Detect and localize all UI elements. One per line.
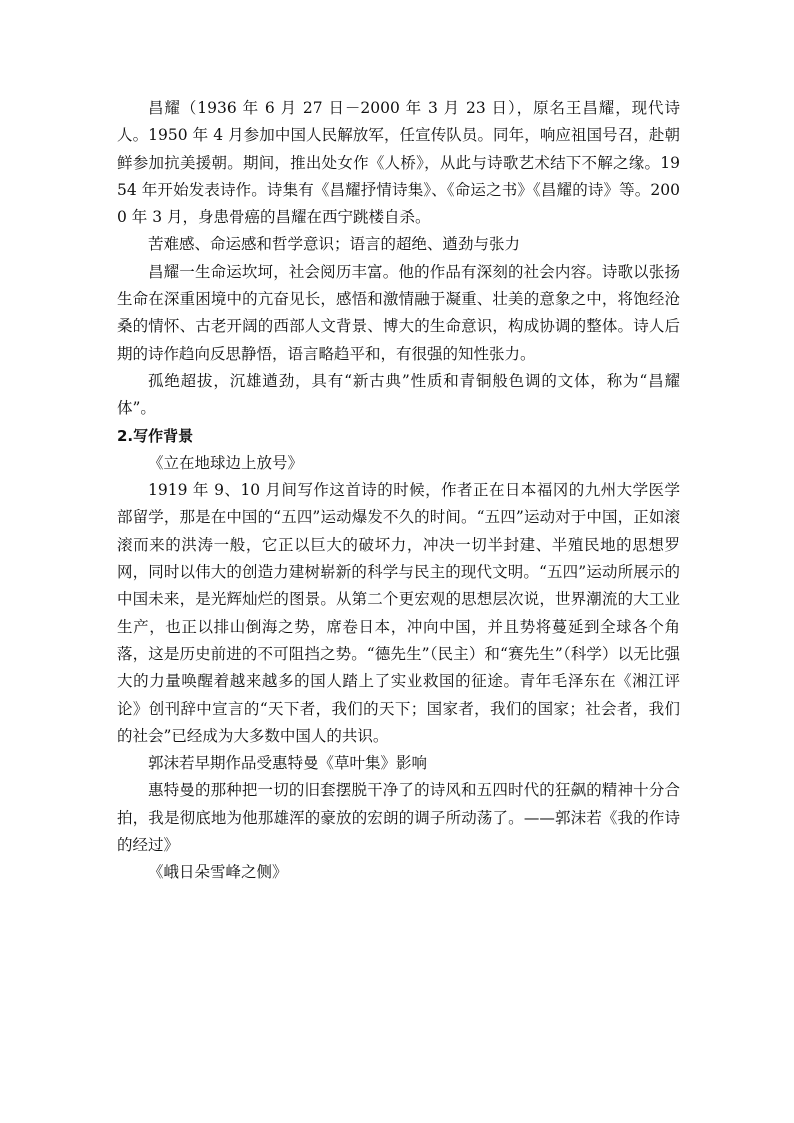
document-body: [117, 95, 680, 887]
paragraph-poem-title-2: 《峨日朵雪峰之侧》: [148, 863, 288, 882]
paragraph-may-fourth-context: 1919 年 9、10 月间写作这首诗的时候，作者正在日本福冈的九州大学医学部留学，那是在中国的“五四”运动爆发不久的时间。“五四”运动对于中国，正如滚滚而来的洪涛一般，它正以巨大的破坏力，冲决一切半封建、半殖民地的思想罗网，同时以伟大的创造力建树崭新的科学与民主的现代文明。“五四”运动所展示的中国未来，是光辉灿烂的图景。从第二个更宏观的思想层次说，世界潮流的大工业生产，也正以排山倒海之势，席卷日本，冲向中国，并且势将蔓延到全球各个角落，这是历史前进的不可阻挡之势。“德先生”（民主）和“赛先生”（科学）以无比强大的力量唤醒着越来越多的国人踏上了实业救国的征途。青年毛泽东在《湘江评论》创刊辞中宣言的“天下者，我们的天下；国家者，我们的国家；社会者，我们的社会”已经成为大多数中国人的共识。: [117, 481, 680, 745]
paragraph-guo-moruo-quote: 惠特曼的那种把一切的旧套摆脱干净了的诗风和五四时代的狂飙的精神十分合拍，我是彻底地为他那雄浑的豪放的宏朗的调子所动荡了。——郭沫若《我的作诗的经过》: [117, 781, 680, 855]
paragraph-whitman-influence: 郭沫若早期作品受惠特曼《草叶集》影响: [148, 754, 428, 773]
paragraph-style-summary: 苦难感、命运感和哲学意识；语言的超绝、遒劲与张力: [148, 235, 521, 254]
paragraph-changyao-works: 昌耀一生命运坎坷，社会阅历丰富。他的作品有深刻的社会内容。诗歌以张扬生命在深重困境中的亢奋见长，感悟和激情融于凝重、壮美的意象之中，将饱经沧桑的情怀、古老开阔的西部人文背景、博大的生命意识，构成协调的整体。诗人后期的诗作趋向反思静悟，语言略趋平和，有很强的知性张力。: [117, 262, 680, 363]
paragraph-poem-title-1: 《立在地球边上放号》: [148, 453, 304, 472]
paragraph-changyao-bio: 昌耀（1936 年 6 月 27 日－2000 年 3 月 23 日），原名王昌耀，现代诗人。1950 年 4 月参加中国人民解放军，任宣传队员。同年，响应祖国号召，赴朝鲜参加抗美援朝。期间，推出处女作《人桥》，从此与诗歌艺术结下不解之缘。1954 年开始发表诗作。诗集有《昌耀抒情诗集》、《命运之书》《昌耀的诗》等。2000 年 3 月，身患骨癌的昌耀在西宁跳楼自杀。: [117, 99, 680, 227]
section-heading-background: 2.写作背景: [117, 426, 194, 445]
paragraph-changyao-style: 孤绝超拔，沉雄遒劲，具有“新古典”性质和青铜般色调的文体，称为“昌耀体”。: [117, 371, 680, 418]
